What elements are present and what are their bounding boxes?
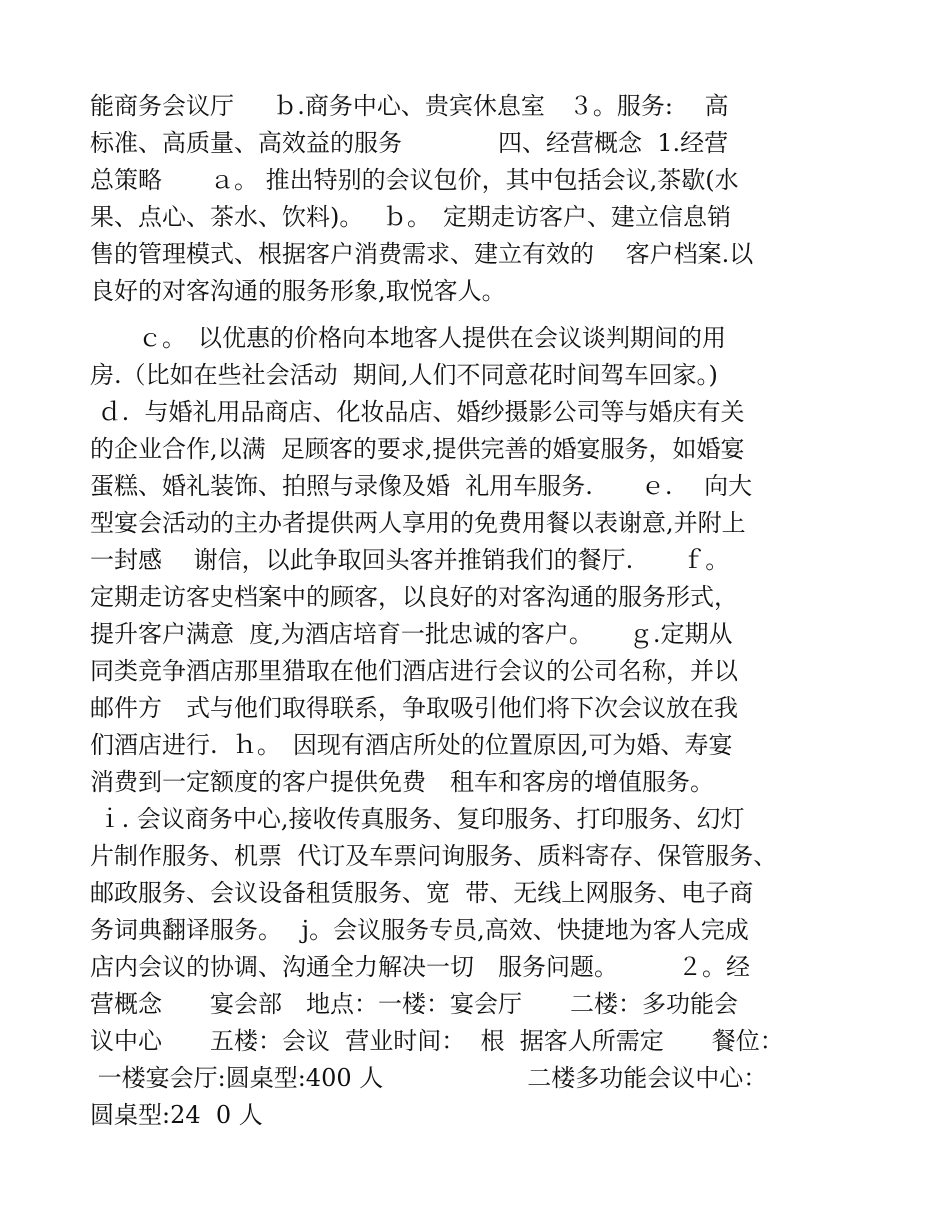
paragraph-gap [90, 310, 880, 320]
text-line: ｉ. 会议商务中心,接收传真服务、复印服务、打印服务、幻灯 [90, 805, 745, 833]
text-line: 的企业合作,以满 足顾客的要求,提供完善的婚宴服务，如婚宴 [90, 435, 745, 463]
text-line: 果、点心、茶水、饮料)。 ｂ。 定期走访客户、建立信息销 [90, 203, 731, 231]
text-line: 标准、高质量、高效益的服务 四、经营概念 1.经营 [90, 129, 729, 157]
text-line: 片制作服务、机票 代订及车票问询服务、质料寄存、保管服务、 [90, 842, 778, 870]
paragraph-1 [90, 88, 880, 310]
text-line: 同类竞争酒店那里猎取在他们酒店进行会议的公司名称，并以 [90, 657, 738, 685]
text-line: 一封感 谢信，以此争取回头客并推销我们的餐厅. ｆ。 [90, 546, 730, 574]
text-line: 提升客户满意 度,为酒店培育一批忠诚的客户。 ｇ.定期从 [90, 620, 733, 648]
text-line: 定期走访客史档案中的顾客，以良好的对客沟通的服务形式， [90, 583, 738, 611]
text-line: 圆桌型:24 0 人 [90, 1101, 263, 1129]
text-line: ｄ. 与婚礼用品商店、化妆品店、婚纱摄影公司等与婚庆有关 [90, 398, 745, 426]
text-line: 蛋糕、婚礼装饰、拍照与录像及婚 礼用车服务. ｅ. 向大 [90, 472, 753, 500]
text-line: 店内会议的协调、沟通全力解决一切 服务问题。 ２。经 [90, 953, 750, 981]
text-line: 房.（比如在些社会活动 期间,人们不同意花时间驾车回家。) [90, 361, 718, 389]
text-line: 良好的对客沟通的服务形象,取悦客人。 [90, 277, 506, 305]
text-line: 型宴会活动的主办者提供两人享用的免费用餐以表谢意,并附上 [90, 509, 746, 537]
paragraph-2 [90, 320, 880, 1134]
text-line: 一楼宴会厅:圆桌型:400 人 二楼多功能会议中心： [90, 1064, 768, 1092]
text-line: 总策略 ａ。 推出特别的会议包价，其中包括会议,茶歇(水 [90, 166, 739, 194]
text-line: 邮件方 式与他们取得联系，争取吸引他们将下次会议放在我 [90, 694, 738, 722]
text-line: 营概念 宴会部 地点：一楼：宴会厅 二楼：多功能会 [90, 990, 738, 1018]
text-line: 议中心 五楼：会议 营业时间： 根 据客人所需定 餐位： [90, 1027, 784, 1055]
document-page [90, 88, 880, 1134]
text-line: 务词典翻译服务。 j。会议服务专员,高效、快捷地为客人完成 [90, 916, 749, 944]
text-line: ｃ。 以优惠的价格向本地客人提供在会议谈判期间的用 [90, 324, 726, 352]
text-line: 能商务会议厅 ｂ.商务中心、贵宾休息室 ３。服务: 高 [90, 92, 729, 120]
text-line: 邮政服务、会议设备租赁服务、宽 带、无线上网服务、电子商 [90, 879, 754, 907]
text-line: 售的管理模式、根据客户消费需求、建立有效的 客户档案.以 [90, 240, 754, 268]
text-line: 们酒店进行. ｈ。 因现有酒店所处的位置原因,可为婚、寿宴 [90, 731, 733, 759]
text-line: 消费到一定额度的客户提供免费 租车和客房的增值服务。 [90, 768, 714, 796]
